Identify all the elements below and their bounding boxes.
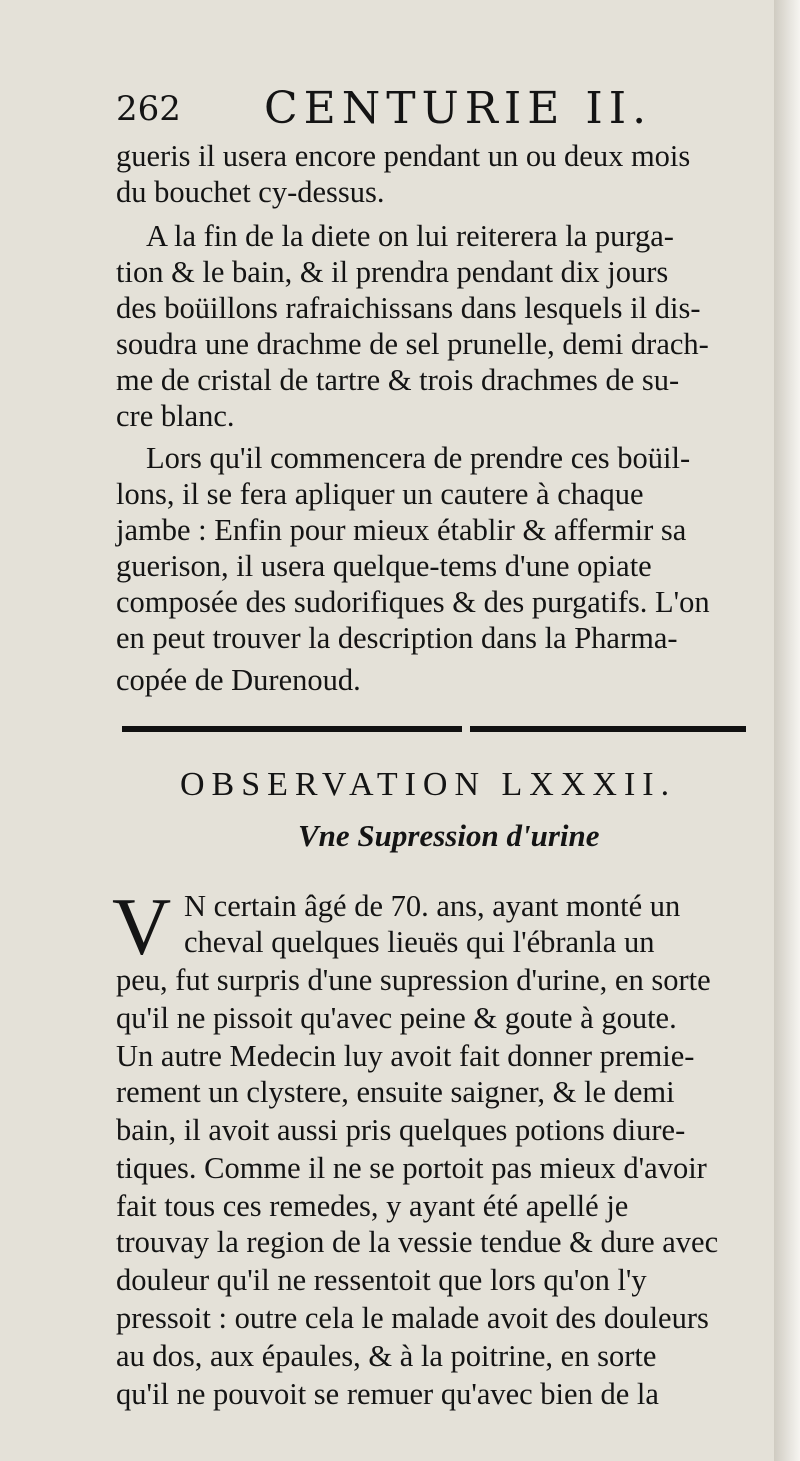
text-line: cheval quelques lieuës qui l'ébranla un [184, 925, 655, 959]
section-divider-left [122, 726, 462, 732]
text-line: Un autre Medecin luy avoit fait donner premie- [116, 1039, 695, 1073]
text-line: bain, il avoit aussi pris quelques potions diure- [116, 1113, 686, 1147]
text-line: du bouchet cy-dessus. [116, 175, 385, 209]
text-line: Lors qu'il commencera de prendre ces boüil- [146, 441, 691, 475]
text-line: douleur qu'il ne ressentoit que lors qu'on l'y [116, 1263, 647, 1297]
text-line: jambe : Enfin pour mieux établir & affermir sa [116, 513, 687, 547]
text-line: tion & le bain, & il prendra pendant dix jours [116, 255, 669, 289]
text-line: guerison, il usera quelque-tems d'une opiate [116, 549, 652, 583]
text-line: tiques. Comme il ne se portoit pas mieux d'avoir [116, 1151, 707, 1185]
text-line: trouvay la region de la vessie tendue & dure avec [116, 1225, 719, 1259]
page-header [116, 84, 676, 134]
observation-title: OBSERVATION LXXXII. [180, 766, 677, 803]
text-line: fait tous ces remedes, y ayant été apellé je [116, 1189, 629, 1223]
observation-subtitle: Vne Supression d'urine [298, 818, 600, 853]
text-line: A la fin de la diete on lui reiterera la purga- [146, 219, 674, 253]
text-line: composée des sudorifiques & des purgatifs. L'on [116, 585, 710, 619]
text-line: N certain âgé de 70. ans, ayant monté un [184, 889, 681, 923]
text-line: rement un clystere, ensuite saigner, & le demi [116, 1075, 675, 1109]
text-line: qu'il ne pouvoit se remuer qu'avec bien de la [116, 1377, 659, 1411]
text-line: qu'il ne pissoit qu'avec peine & goute à goute. [116, 1001, 677, 1035]
text-line: en peut trouver la description dans la Pharma- [116, 621, 678, 655]
running-title: CENTURIE II. [264, 83, 653, 134]
text-line: lons, il se fera apliquer un cautere à chaque [116, 477, 644, 511]
drop-cap: V [112, 881, 172, 972]
text-line: copée de Durenoud. [116, 663, 361, 697]
text-line: au dos, aux épaules, & à la poitrine, en sorte [116, 1339, 657, 1373]
text-line: gueris il usera encore pendant un ou deux mois [116, 139, 691, 173]
text-line: peu, fut surpris d'une supression d'urine, en sorte [116, 963, 711, 997]
text-line: cre blanc. [116, 399, 235, 433]
page-number: 262 [116, 89, 181, 129]
section-divider-right [470, 726, 746, 732]
text-line: des boüillons rafraichissans dans lesquels il dis- [116, 291, 701, 325]
text-line: soudra une drachme de sel prunelle, demi drach- [116, 327, 709, 361]
page-edge-shadow [774, 0, 800, 1461]
text-line: pressoit : outre cela le malade avoit des douleurs [116, 1301, 709, 1335]
text-line: me de cristal de tartre & trois drachmes de su- [116, 363, 680, 397]
